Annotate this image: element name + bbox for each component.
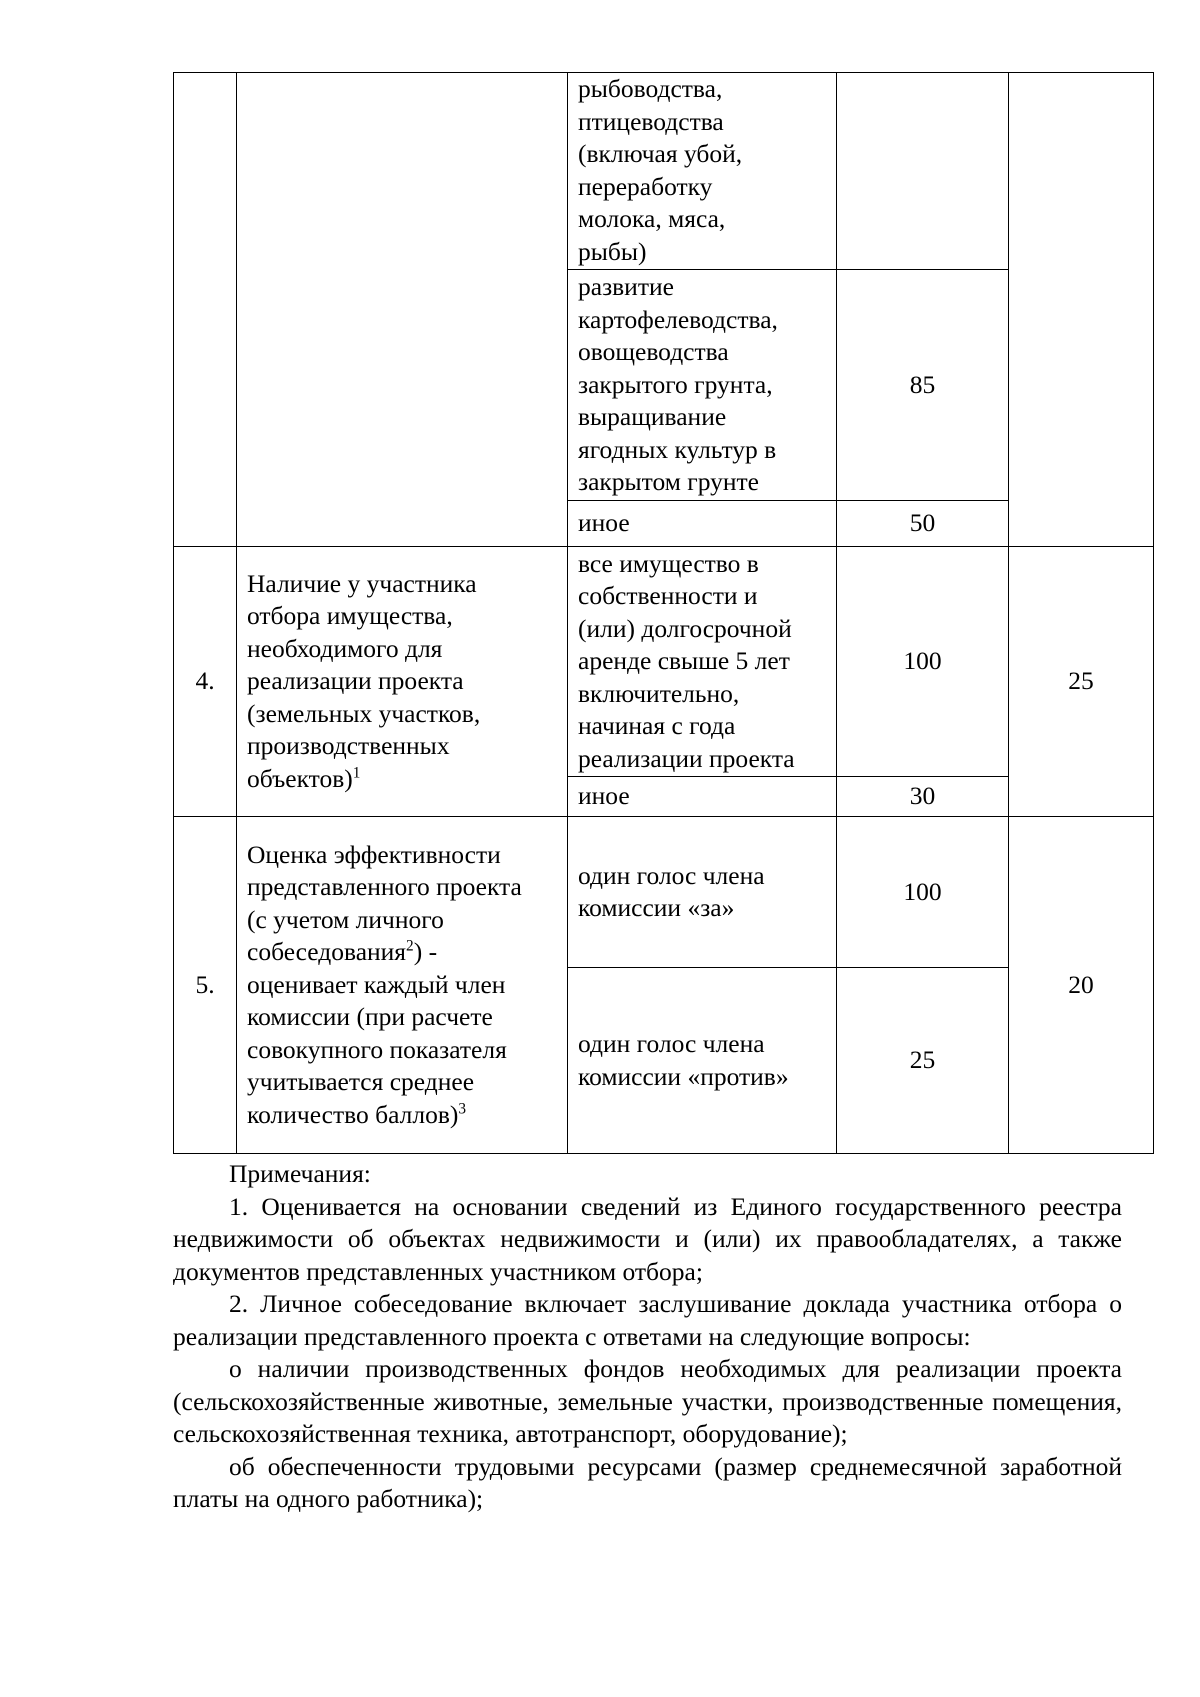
option-label: иное (578, 508, 630, 538)
criterion-text: Наличие у участника отбора имущества, необходимого для реализации проекта (земельных участков, производственных объектов)$^1$ (247, 568, 481, 793)
score-cell: 85 (837, 270, 1009, 501)
table-row (174, 817, 1154, 968)
score-cell: 25 (837, 968, 1009, 1154)
option-label: рыбоводства, птицеводства (включая убой, переработку молока, мяса, рыбы) (578, 74, 743, 266)
option-cell (568, 501, 837, 547)
criteria-table (173, 72, 1154, 1154)
weight-cell (1009, 73, 1154, 547)
table-row (174, 547, 1154, 777)
option-label: один голос члена комиссии «против» (578, 1029, 789, 1091)
option-cell (568, 73, 837, 270)
option-label: развитие картофелеводства, овощеводства закрытого грунта, выращивание ягодных культур в закрытом грунте (578, 272, 778, 497)
footnote-ref: 2 (406, 937, 414, 955)
note-paragraph: об обеспеченности трудовыми ресурсами (размер среднемесячной заработной платы на одного работника); (173, 1451, 1122, 1513)
footnote-ref: 3 (458, 1100, 467, 1118)
weight-cell: 20 (1009, 817, 1154, 1154)
note-paragraph: 2. Личное собеседование включает заслушивание доклада участника отбора о реализации представленного проекта с ответами на следующие вопросы: (173, 1289, 1122, 1351)
score-cell (837, 73, 1009, 270)
score-cell: 30 (837, 777, 1009, 817)
option-cell (568, 270, 837, 501)
option-label: иное (578, 781, 630, 811)
notes-heading: Примечания: (229, 1159, 371, 1188)
criterion-cell (237, 547, 568, 817)
option-cell (568, 817, 837, 968)
criterion-cell (237, 817, 568, 1154)
table-row (174, 73, 1154, 270)
score-cell: 50 (837, 501, 1009, 547)
criterion-cell (237, 73, 568, 547)
row-number-cell: 4. (174, 547, 237, 817)
score-cell: 100 (837, 547, 1009, 777)
option-label: один голос члена комиссии «за» (578, 860, 765, 922)
option-cell (568, 547, 837, 777)
note-paragraph: 1. Оценивается на основании сведений из Единого государственного реестра недвижимости об объектах недвижимости и (или) их правообладателях, а также документов представленных участником отбора; (173, 1191, 1122, 1286)
criterion-text: Оценка эффективности представленного проекта (с учетом личного собеседования$^2$) - оценивает каждый член комиссии (при расчете совокупного показателя учитывается среднее количество баллов)$^3$ (247, 839, 522, 1129)
option-cell (568, 968, 837, 1154)
row-number-cell: 5. (174, 817, 237, 1154)
option-label: все имущество в собственности и (или) долгосрочной аренде свыше 5 лет включительно, начиная с года реализации проекта (578, 548, 795, 773)
note-paragraph: о наличии производственных фондов необходимых для реализации проекта (сельскохозяйственные животные, земельные участки, производственные помещения, сельскохозяйственная техника, автотранспорт, оборудование); (173, 1354, 1122, 1448)
footnote-ref: 1 (352, 764, 361, 782)
weight-cell: 25 (1009, 547, 1154, 817)
notes-section (173, 1158, 1122, 1516)
option-cell (568, 777, 837, 817)
row-number-cell (174, 73, 237, 547)
score-cell: 100 (837, 817, 1009, 968)
